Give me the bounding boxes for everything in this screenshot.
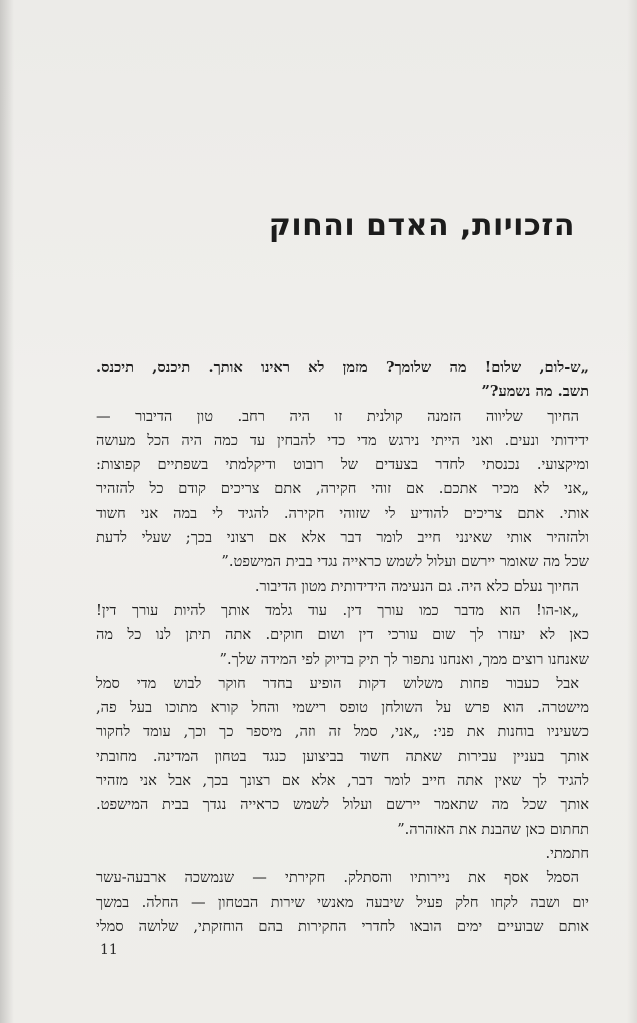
text-line: שכל מה שאומר יירשם ועלול לשמש כראייה נגדי בבית המישפט.” bbox=[221, 553, 589, 571]
text-line: ולהזהיר אותי שאינני חייב לומר דבר אלא אם רצוני בכך; שעלי לדעת bbox=[96, 529, 589, 547]
text-line: כאן לא יעזרו לך שום עורכי דין ושום חוקים. אתה תיתן לנו כל מה bbox=[96, 626, 589, 644]
text-line: „או-הו! הוא מדבר כמו עורך דין. עוד גלמד אותך להיות עורך דין! bbox=[96, 601, 579, 619]
body-text bbox=[96, 356, 589, 939]
text-line: אותך בעניין עבירות שאתה חשוד בביצוען כנגד בטחון המדינה. מחובתי bbox=[96, 747, 589, 765]
text-line: יום ושבה לקחו חלק פעיל שיבעה מאנשי שירות הבטחון — החלה. במשך bbox=[96, 893, 589, 911]
text-line: כשעיניו בוחנות את פני: „אני, סמל זה וזה, מיספר כך וכך, עומד לחקור bbox=[96, 723, 589, 741]
text-line: הסמל אסף את ניירותיו והסתלק. חקירתי — שנמשכה ארבעה-עשר bbox=[96, 869, 579, 887]
text-line: אבל כעבור פחות משלוש דקות הופיע בחדר חוקר לבוש מדי סמל bbox=[96, 674, 579, 692]
text-line: תחתום כאן שהבנת את האזהרה.” bbox=[397, 820, 589, 838]
text-line: תשב. מה נשמע?” bbox=[481, 383, 589, 401]
text-line: „אני לא מכיר אתכם. אם זוהי חקירה, אתם צריכים קודם כל להזהיר bbox=[96, 480, 589, 498]
text-line: „ש-לום, שלום! מה שלומך? מזמן לא ראינו אותך. תיכנס, תיכנס. bbox=[96, 359, 589, 376]
text-line: אותך שכל מה שתאמר יירשם ועלול לשמש כראייה נגדך בבית המישפט. bbox=[96, 796, 589, 814]
text-line: להגיד לך שאין אתה חייב לומר דבר, אלא אם רצונך בכך, אבל אני מזהיר bbox=[96, 772, 589, 790]
text-line: אותי. אתם צריכים להודיע לי שזוהי חקירה. להגיד לי במה אני חשוד bbox=[96, 504, 589, 522]
text-line: ומיקצועי. נכנסתי לחדר בצעדים של רובוט ודיקלמתי בשפתיים קפוצות: bbox=[96, 456, 589, 474]
text-line: שאנחנו רוצים ממך, ואנחנו נתפור לך תיק בדיוק לפי המידה שלך.” bbox=[219, 650, 589, 668]
chapter-title: הזכויות, האדם והחוק bbox=[268, 208, 575, 243]
text-line: מישטרה. הוא פרש על השולחן טופס רישמי והחל קורא מתוכו בעל פה, bbox=[96, 699, 589, 717]
page-number: 11 bbox=[100, 942, 118, 958]
text-line: חתמתי. bbox=[545, 844, 589, 862]
text-line: אותם שבועיים ימים הובאו לחדרי החקירות בהם הוחזקתי, שלושה סמלי bbox=[96, 917, 589, 935]
text-line: החיוך שליווה הזמנה קולנית זו היה רחב. טון הדיבור — bbox=[96, 407, 579, 425]
text-line: החיוך נעלם כלא היה. גם הנעימה הידידותית מטון הדיבור. bbox=[254, 577, 579, 595]
text-line: ידידותי ונעים. ואני הייתי נירגש מדי כדי להבחין עד כמה היה הכל מעושה bbox=[96, 431, 589, 449]
